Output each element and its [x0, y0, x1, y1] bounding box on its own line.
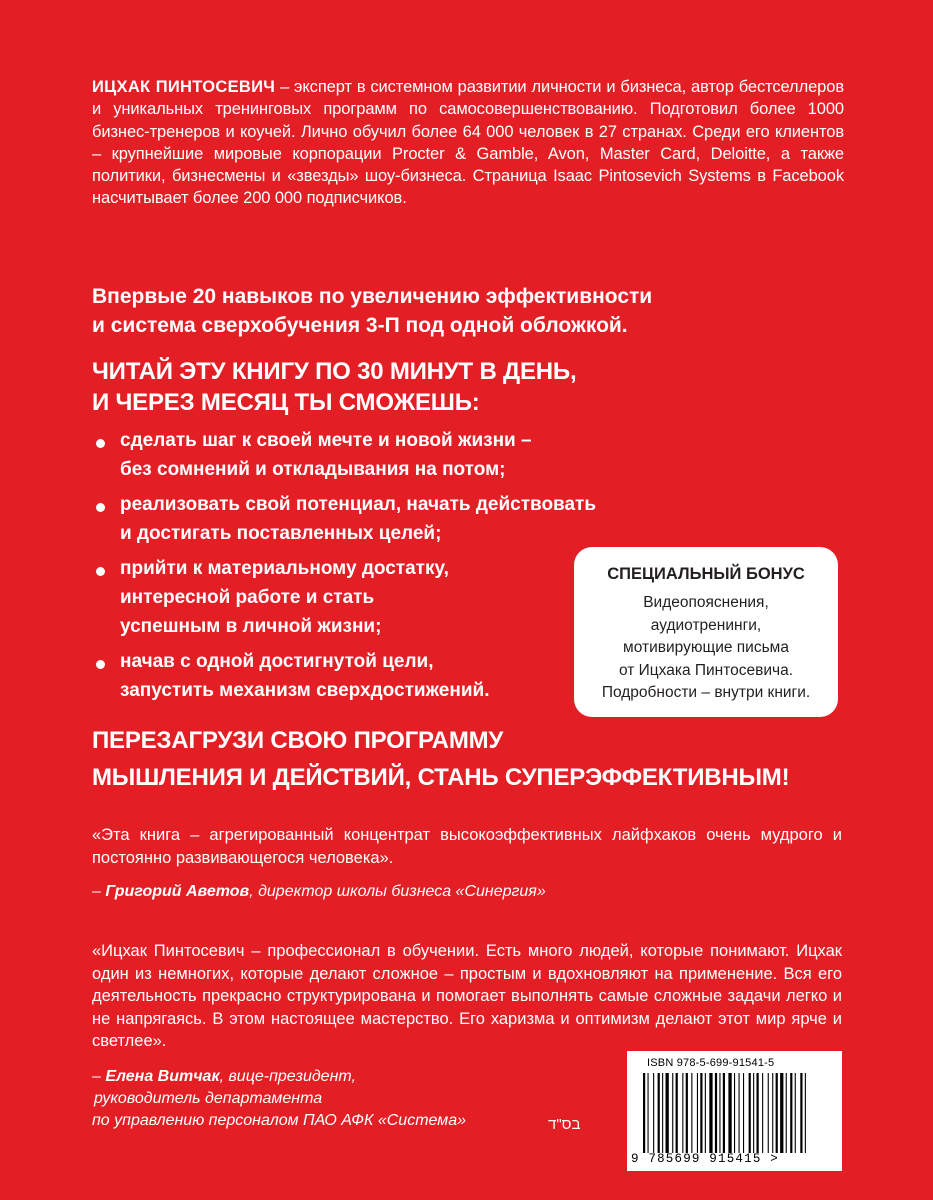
list-item-line: успешным в личной жизни; — [120, 616, 382, 637]
slogan-line: ПЕРЕЗАГРУЗИ СВОЮ ПРОГРАММУ — [92, 727, 504, 754]
headline — [92, 356, 852, 418]
bonus-line: Подробности – внутри книги. — [601, 684, 811, 701]
list-item-line: прийти к материальному достатку, — [120, 558, 449, 579]
author-name: ИЦХАК ПИНТОСЕВИЧ — [92, 78, 276, 96]
list-item — [92, 490, 652, 548]
list-item-line: и достигать поставленных целей; — [120, 523, 442, 544]
list-item — [92, 554, 652, 641]
lead-line: и система сверхобучения 3-П под одной обложкой. — [92, 313, 628, 337]
barcode-digits: 9 785699 915415 > — [631, 1152, 779, 1166]
bonus-title: СПЕЦИАЛЬНЫЙ БОНУС — [607, 565, 805, 583]
quote-author-role: по управлению персоналом ПАО АФК «Система» — [92, 1112, 466, 1129]
hebrew-mark: בס"ד — [548, 1116, 581, 1133]
quote-author: Григорий Аветов — [105, 883, 250, 900]
barcode-box — [627, 1051, 842, 1171]
headline-line: ЧИТАЙ ЭТУ КНИГУ ПО 30 МИНУТ В ДЕНЬ, — [92, 358, 577, 385]
bullet-icon — [96, 439, 105, 448]
bonus-body — [574, 592, 838, 705]
list-item-line: сделать шаг к своей мечте и новой жизни – — [120, 430, 532, 451]
quote-attribution: – Елена Витчак, вице-президент, руководитель департамента по управлению персоналом ПАО АФК «Система» — [92, 1066, 466, 1132]
bonus-line: Видеопояснения, — [643, 594, 769, 611]
quote-vitchak: «Ицхак Пинтосевич – профессионал в обучении. Есть много людей, которые понимают. Ицхак один из немногих, которые делают сложное – простым и вдохновляют на применение. Вся его деятельность прекрасно структурирована и помогает выполнять самые сложные задачи легко и не напрягаясь. В этом настоящее мастерство. Его харизма и оптимизм делают этот мир ярче и светлее». — [92, 942, 842, 1050]
headline-line: И ЧЕРЕЗ МЕСЯЦ ТЫ СМОЖЕШЬ: — [92, 389, 480, 416]
author-bio-text: – эксперт в системном развитии личности и бизнеса, автор бестселлеров и уникальных тренинговых программ по самосовершенствованию. Подготовил более 1000 бизнес-тренеров и коучей. Лично обучил более 64 000 человек в 27 странах. Среди его клиентов – крупнейшие мировые корпорации Procter & Gamble, Avon, Master Card, Deloitte, а также политики, бизнесмены и «звезды» шоу-бизнеса. Страница Isaac Pintosevich Systems в Facebook насчитывает более 200 000 подписчиков. — [92, 78, 845, 208]
list-item-line: реализовать свой потенциал, начать действовать — [120, 494, 597, 515]
list-item-line: без сомнений и откладывания на потом; — [120, 459, 506, 480]
quote-attribution: – Григорий Аветов, директор школы бизнеса «Синергия» — [92, 883, 546, 900]
quote-author-role: , директор школы бизнеса «Синергия» — [249, 883, 546, 900]
author-bio — [92, 76, 844, 210]
quote-author-role: , вице-президент, — [219, 1068, 356, 1085]
bonus-line: аудиотренинги, — [650, 616, 762, 634]
bullet-icon — [96, 660, 105, 669]
bullet-icon — [96, 567, 105, 576]
quote-author-role: руководитель департамента — [94, 1090, 323, 1107]
slogan-line: МЫШЛЕНИЯ И ДЕЙСТВИЙ, СТАНЬ СУПЕРЭФФЕКТИВНЫМ! — [92, 764, 790, 791]
quote-author: Елена Витчак — [105, 1068, 220, 1085]
barcode-icon — [643, 1073, 827, 1153]
bonus-line: от Ицхака Пинтосевича. — [618, 661, 794, 679]
lead-text — [92, 283, 852, 340]
special-bonus-box — [574, 547, 838, 717]
list-item-line: начав с одной достигнутой цели, — [120, 651, 434, 672]
list-item — [92, 647, 652, 705]
list-item — [92, 426, 652, 484]
reboot-slogan — [92, 722, 872, 796]
bonus-line: мотивирующие письма — [623, 639, 789, 656]
list-item-line: интересной работе и стать — [120, 587, 375, 608]
isbn-label: ISBN 978-5-699-91541-5 — [647, 1057, 775, 1069]
lead-line: Впервые 20 навыков по увеличению эффективности — [92, 285, 653, 308]
quote-avetov: «Эта книга – агрегированный концентрат высокоэффективных лайфхаков очень мудрого и постоянно развивающегося человека». — [92, 826, 842, 867]
benefits-list — [92, 426, 652, 711]
list-item-line: запустить механизм сверхдостижений. — [120, 680, 490, 701]
bullet-icon — [96, 503, 105, 512]
